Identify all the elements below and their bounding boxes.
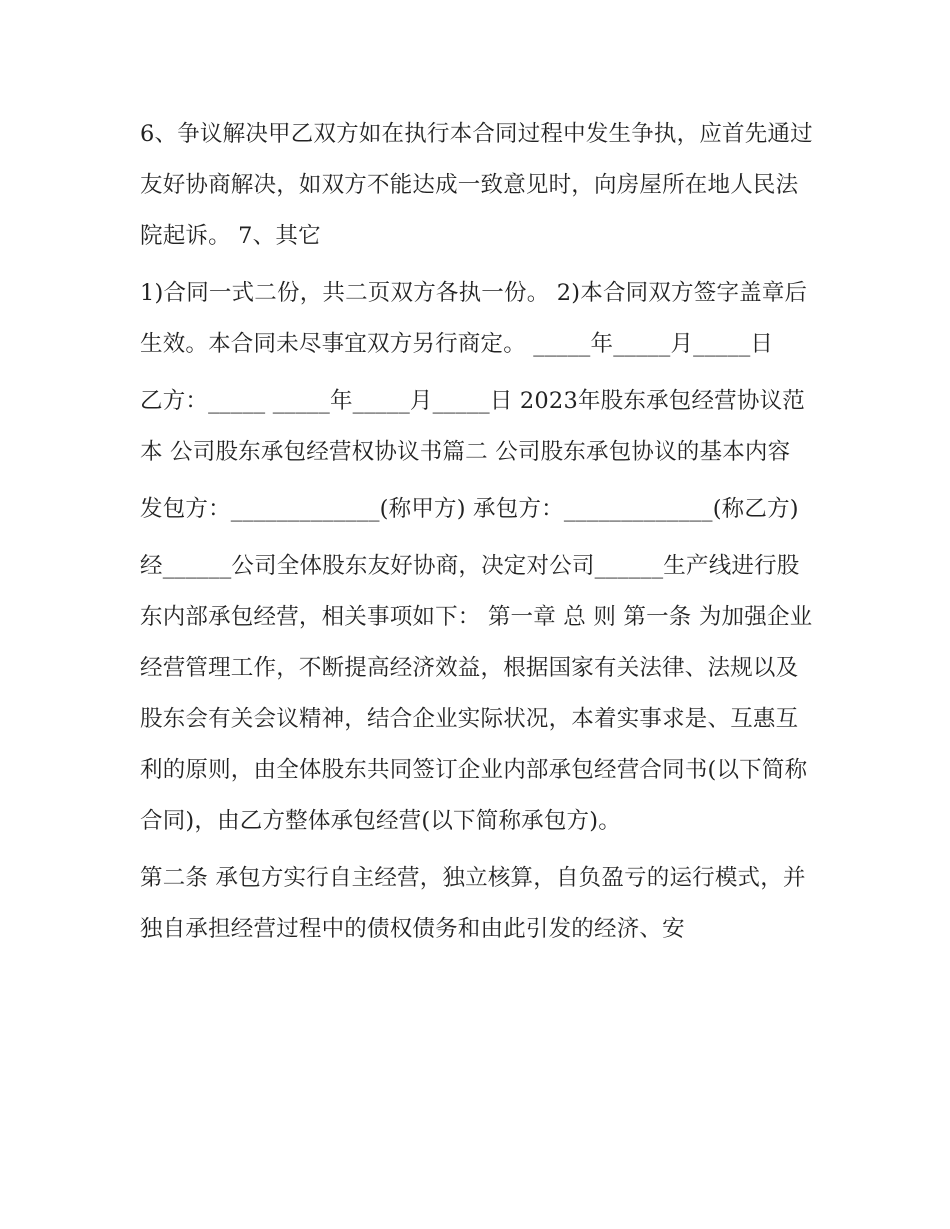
paragraph-article-two: 第二条 承包方实行自主经营，独立核算，自负盈亏的运行模式，并独自承担经营过程中的债权债务和由此引发的经济、安 (140, 865, 806, 942)
paragraph-copies-effect: 1)合同一式二份，共二页双方各执一份。 2)本合同双方签字盖章后生效。本合同未尽事宜双方另行商定。 _____年_____月_____日 (140, 280, 808, 357)
document-body (140, 109, 820, 961)
paragraph-dispute-resolution: 6、争议解决甲乙双方如在执行本合同过程中发生争执，应首先通过友好协商解决，如双方不能达成一致意见时，向房屋所在地人民法院起诉。 7、其它 (140, 121, 813, 249)
paragraph-party-b-title: 乙方：_____ _____年_____月_____日 2023年股东承包经营协议范本 公司股东承包经营权协议书篇二 公司股东承包协议的基本内容 (140, 388, 805, 465)
paragraph-general-provisions: 经______公司全体股东友好协商，决定对公司______生产线进行股东内部承包经营，相关事项如下： 第一章 总 则 第一条 为加强企业经营管理工作，不断提高经济效益，根据国家有关法律、法规以及股东会有关会议精神，结合企业实际状况，本着实事求是、互惠互利的原则，由全体股东共同签订企业内部承包经营合同书(以下简称合同)，由乙方整体承包经营(以下简称承包方)。 (140, 553, 813, 834)
paragraph-parties: 发包方：_____________(称甲方) 承包方：_____________(称乙方) (140, 496, 799, 522)
